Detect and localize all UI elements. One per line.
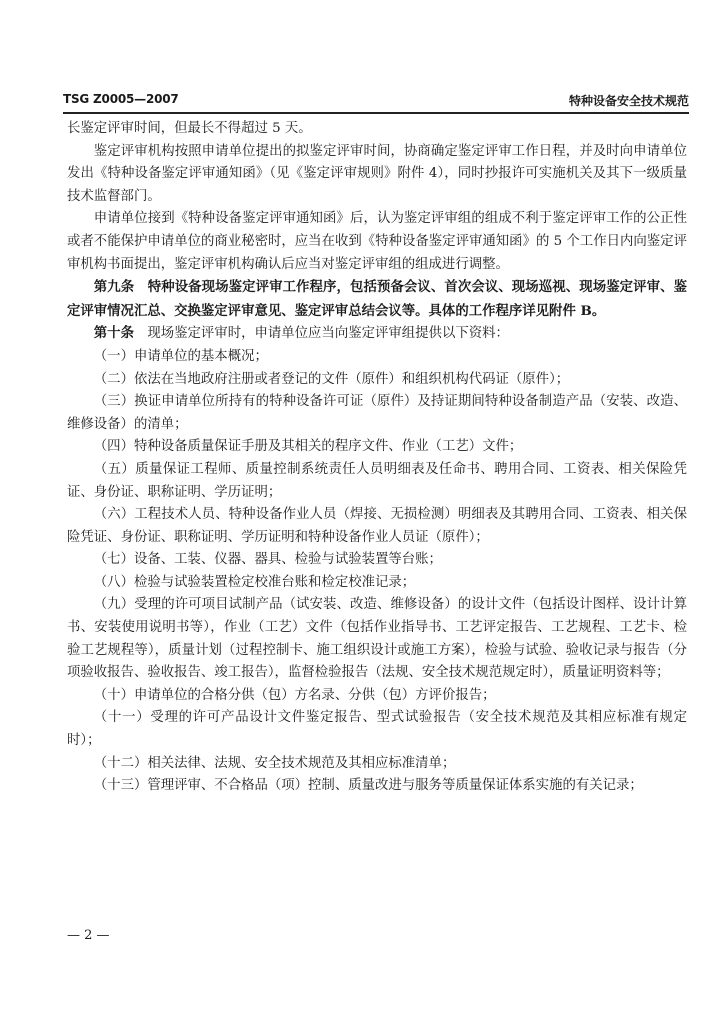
paragraph: 鉴定评审机构按照申请单位提出的拟鉴定评审时间，协商确定鉴定评审工作日程，并及时向申请单位发出《特种设备鉴定评审通知函》（见《鉴定评审规则》附件 4），同时抄报许可实施机关及其下一级质量技术监督部门。 [67, 143, 687, 204]
list-item: （五）质量保证工程师、质量控制系统责任人员明细表及任命书、聘用合同、工资表、相关保险凭证、身份证、职称证明、学历证明； [67, 461, 687, 500]
list-item: （九）受理的许可项目试制产品（试安装、改造、维修设备）的设计文件（包括设计图样、设计计算书、安装使用说明书等），作业（工艺）文件（包括作业指导书、工艺评定报告、工艺规程、工艺卡、检验工艺规程等），质量计划（过程控制卡、施工组织设计或施工方案），检验与试验、验收记录与报告（分项验收报告、验收报告、竣工报告），监督检验报告（法规、安全技术规范规定时），质量证明资料等； [67, 597, 687, 681]
header-divider [63, 112, 689, 114]
page-header [63, 92, 689, 110]
article-10 [67, 323, 687, 346]
article-text: 现场鉴定评审时，申请单位应当向鉴定评审组提供以下资料： [147, 326, 509, 342]
standard-code: TSG Z0005—2007 [63, 92, 179, 106]
article-9 [67, 276, 687, 323]
article-text: 特种设备现场鉴定评审工作程序，包括预备会议、首次会议、现场巡视、现场鉴定评审、鉴定评审情况汇总、交换鉴定评审意见、鉴定评审总结会议等。具体的工作程序详见附件 B。 [67, 279, 687, 319]
page-number: — 2 — [67, 928, 110, 943]
paragraph: 长鉴定评审时间，但最长不得超过 5 天。 [67, 121, 312, 136]
list-item: （六）工程技术人员、特种设备作业人员（焊接、无损检测）明细表及其聘用合同、工资表、相关保险凭证、身份证、职称证明、学历证明和特种设备作业人员证（原件）； [67, 507, 687, 545]
list-item: （十三）管理评审、不合格品（项）控制、质量改进与服务等质量保证体系实施的有关记录； [93, 778, 643, 794]
list-item: （八）检验与试验装置检定校准台账和检定校准记录； [93, 574, 416, 590]
list-item: （十）申请单位的合格分供（包）方名录、分供（包）方评价报告； [93, 687, 496, 703]
list-item: （十一）受理的许可产品设计文件鉴定报告、型式试验报告（安全技术规范及其相应标准有规定时）； [67, 710, 687, 749]
body-text [67, 118, 687, 798]
list-item: （七）设备、工装、仪器、器具、检验与试验装置等台账； [93, 552, 442, 568]
list-item: （四）特种设备质量保证手册及其相关的程序文件、作业（工艺）文件； [93, 439, 523, 455]
list-item: （二）依法在当地政府注册或者登记的文件（原件）和组织机构代码证（原件）； [93, 371, 570, 387]
list-item: （一）申请单位的基本概况； [93, 348, 268, 364]
article-number: 第十条 [93, 326, 134, 342]
list-item: （三）换证申请单位所持有的特种设备许可证（原件）及持证期间特种设备制造产品（安装、改造、维修设备）的清单； [67, 394, 687, 432]
paragraph: 申请单位接到《特种设备鉴定评审通知函》后，认为鉴定评审组的组成不利于鉴定评审工作的公正性或者不能保护申请单位的商业秘密时，应当在收到《特种设备鉴定评审通知函》的 5 个工作日内向鉴定评审机构书面提出，鉴定评审机构确认后应当对鉴定评审组的组成进行调整。 [67, 211, 687, 272]
document-page [36, 0, 700, 1024]
article-number: 第九条 [93, 280, 135, 296]
list-item: （十二）相关法律、法规、安全技术规范及其相应标准清单； [93, 755, 456, 771]
header-title: 特种设备安全技术规范 [568, 94, 689, 108]
